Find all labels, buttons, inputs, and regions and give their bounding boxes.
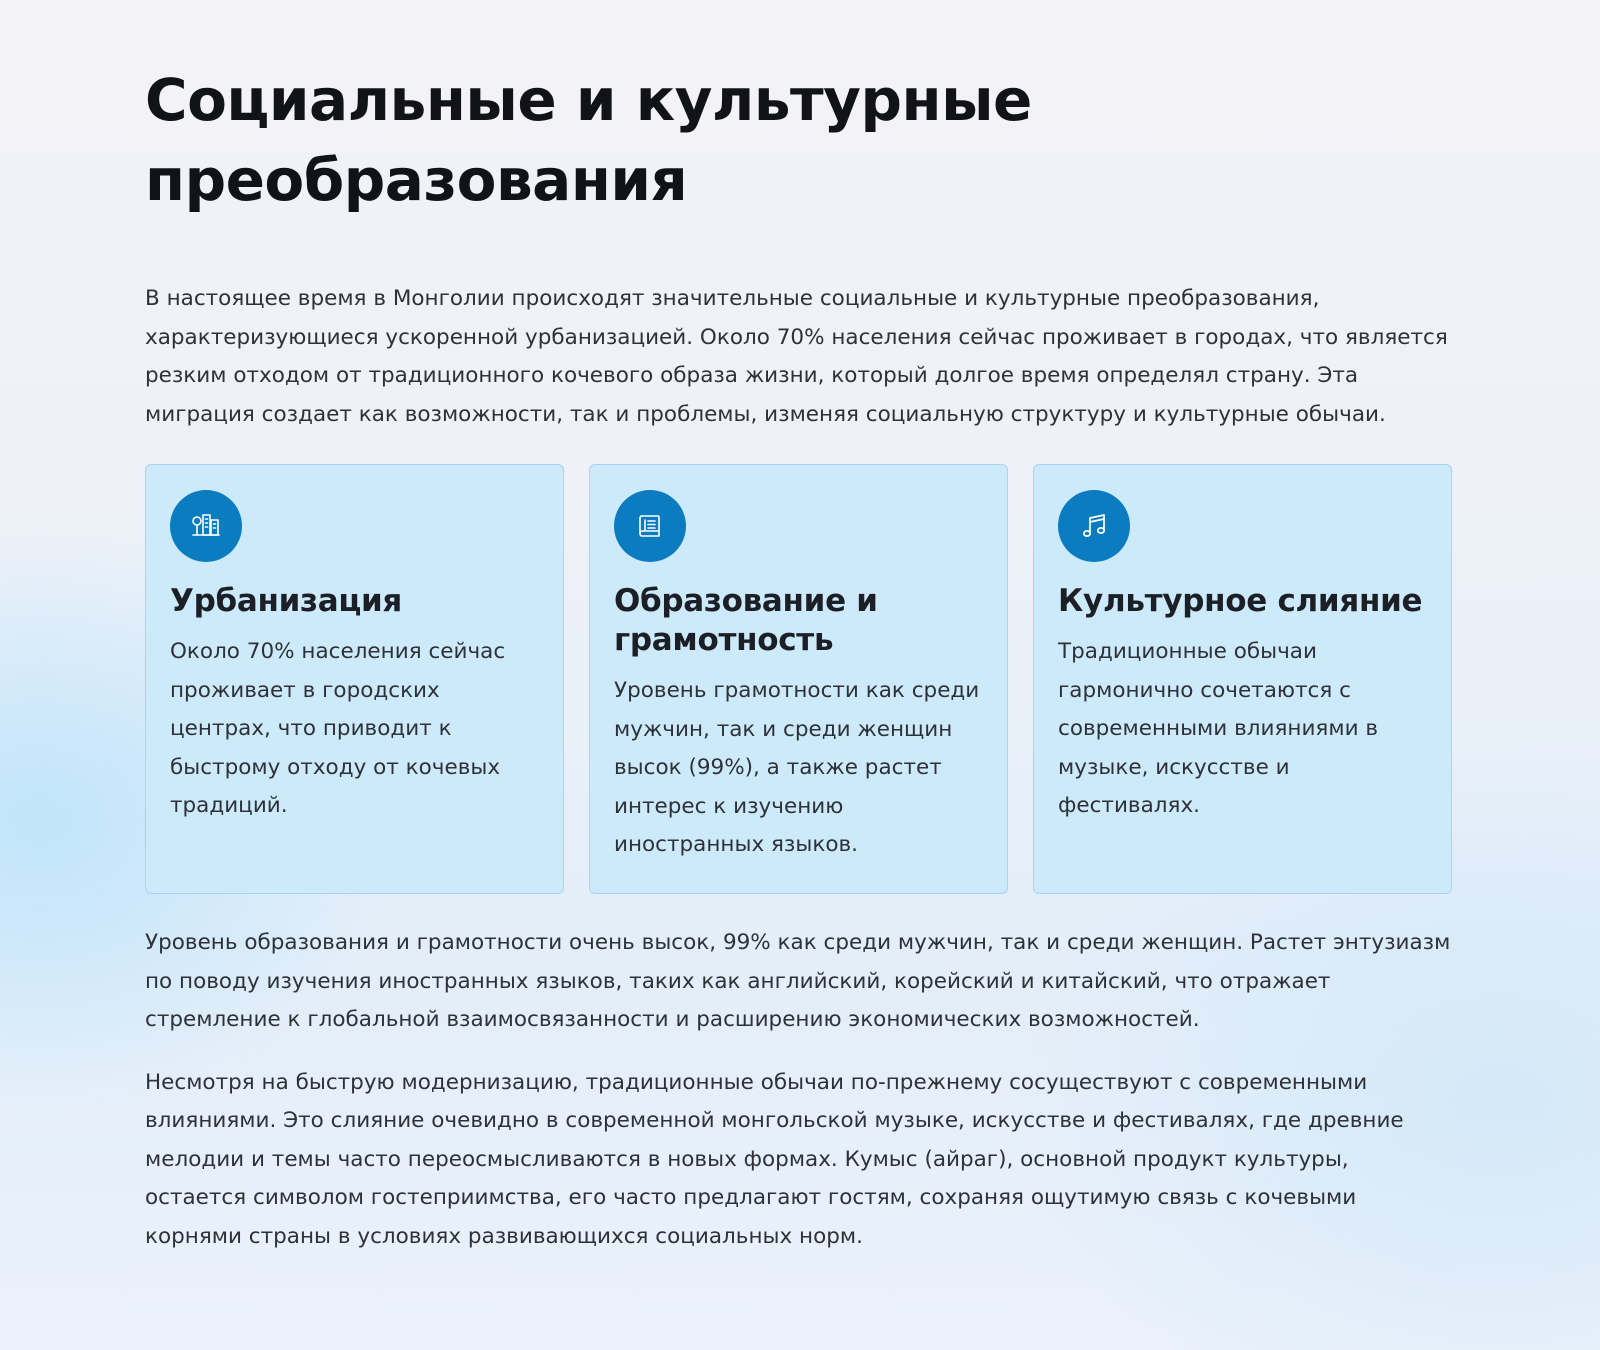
card-education xyxy=(589,464,1008,894)
feature-cards xyxy=(145,464,1455,894)
card-urbanization xyxy=(145,464,564,894)
culture-paragraph: Несмотря на быструю модернизацию, традиционные обычаи по-прежнему сосуществуют с современными влияниями. Это слияние очевидно в современной монгольской музыке, искусстве и фестивалях, где древние мелодии и темы часто переосмысливаются в новых формах. Кумыс (айраг), основной продукт культуры, остается символом гостеприимства, его часто предлагают гостям, сохраняя ощутимую связь с кочевыми корнями страны в условиях развивающихся социальных норм. xyxy=(145,1069,1404,1249)
card-heading: Культурное слияние xyxy=(1058,583,1423,619)
card-heading: Урбанизация xyxy=(170,583,403,619)
card-text: Около 70% населения сейчас проживает в городских центрах, что приводит к быстрому отходу от кочевых традиций. xyxy=(170,639,506,818)
music-note-icon xyxy=(1058,490,1130,562)
book-icon xyxy=(614,490,686,562)
city-icon xyxy=(170,490,242,562)
page-title: Социальные и культурные преобразования xyxy=(145,66,1032,214)
education-paragraph: Уровень образования и грамотности очень высок, 99% как среди мужчин, так и среди женщин. Растет энтузиазм по поводу изучения иностранных языков, таких как английский, корейский и китайский, что отражает стремление к глобальной взаимосвязанности и расширению экономических возможностей. xyxy=(145,930,1451,1032)
card-heading: Образование и грамотность xyxy=(614,583,878,658)
intro-paragraph: В настоящее время в Монголии происходят значительные социальные и культурные преобразования, характеризующиеся ускоренной урбанизацией. Около 70% населения сейчас проживает в городах, что является резким отходом от традиционного кочевого образа жизни, который долгое время определял страну. Эта миграция создает как возможности, так и проблемы, изменяя социальную структуру и культурные обычаи. xyxy=(145,286,1448,427)
card-culture xyxy=(1033,464,1452,894)
card-text: Уровень грамотности как среди мужчин, так и среди женщин высок (99%), а также растет интерес к изучению иностранных языков. xyxy=(614,678,980,857)
card-text: Традиционные обычаи гармонично сочетаются с современными влияниями в музыке, искусстве и фестивалях. xyxy=(1058,639,1379,818)
page-content xyxy=(145,60,1455,1256)
